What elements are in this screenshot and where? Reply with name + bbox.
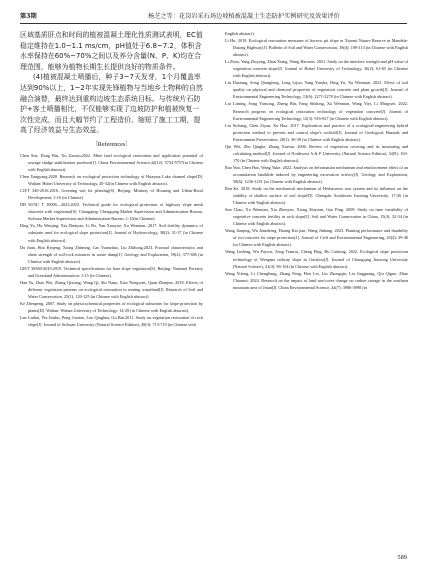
reference-entry: Wang Jianjing, Wu Jianzheng, Huang Kai jian, Wang Jinbang. 2023. Planting performance and durability of eco-concrete for slope protection[J]. Journal of Civil and Environmental Engineering, 45(4): 29-40 (in Chinese with English abstract). xyxy=(225,228,408,248)
reference-entry: Li Hu. 2018. Ecological restoration measures of borrow pit slope in Xiaomi Nature Reserve in Mandela-Datong Highway[J]. Bulletin of Soil and Water Conservation, 38(4): 109-113 (in Chinese with English abstract). xyxy=(225,38,408,58)
references-heading: 〔References〕 xyxy=(91,140,132,148)
reference-entry: Lan Linhui, Yin Jinshu, Peng Guotao, Luo Qinghua, Gu Bin.2011. Study on vegetation restoration of rock slope[J]. Journal of Sichuan University (Natural Science Edition), 48(3): 713-719 (in Chinese with xyxy=(20,315,203,328)
running-title: 杨芝之等：花岗岩采石场边坡植被混凝土生态防护实例研究及效果评价 xyxy=(148,13,340,20)
reference-entry: Wang Linfeng, Wu Faywu, Zeng Tianrui, Cheng Ping, Hu Caidong. 2022. Ecological slope protection technology of Wengma railway slope in Guizhou[J]. Journal of Chongqing Jiaotong University (Natural Science), 41(4): 96-104 (in Chinese with English abstract). xyxy=(225,249,408,269)
reference-entry: Ding Yu, Hu Wenjing, Xia Zhenyao, Li Bo, Yan Xiaoyue, Xu Wennian. 2017. Soil fertility dynamics of substrate used for ecological slope protection[J]. Journal of Hydroecology, 38(2): 31-37 (in Chinese with English abstract). xyxy=(20,223,203,243)
reference-entry: Liu Liming, Song Yansong, Zheng Bin, Fang Shidong, Xu Wennian, Wang Yiyi, Li Mingwei. 2022. Research progress on ecological restoration technology of vegetation concrete[J]. Journal of Environmental Engineering Technology, 12(3): 916-927 (in Chinese with English abstract). xyxy=(225,101,408,121)
reference-entry: Wang Yifeng, Li Chengliang, Zhang Peng, Hou Lei, Liu Zhongqiu, Liu Jingguang, Qiu Qiguo, Zhao Chounui. 2024. Research on the impact of land use/cover change on carbon storage in the southern mountain area of Jinan[J]. China Environmental Science, 44(7): 3986-3998 (in xyxy=(225,270,408,290)
running-header xyxy=(20,11,407,24)
reference-entry: Chen Yangyang.2020. Research on ecological protection technology of Huayma Lake channel slope[D]. Wuhan: Hubei University of Technology, 20-32(in Chinese with English abstract). xyxy=(20,174,203,187)
reference-entry: Chen Sisi, Dong Bin, Xu Zaoxin.2022. Mine land ecological restoration and application potential of sewage sludge stabilization products[J]. China Environmental Science,42(12): 5734-5757(in Chinese with English abstract). xyxy=(20,152,203,173)
body-paragraph: (4)植被混凝土喷播后，种子3~7天发芽，1个月覆盖率达到90%以上，1~2年实现先锋植物与当地乡土物种的自然融合演替，最终达到重构边坡生态系统目标。与传统片石防护+客土喷播相比，不仅能够实现了边坡防护和植被恢复一次性完成，而且大幅节约了工程造价、缩短了施工工期，提高了经济效益与生态效益。 xyxy=(20,73,203,135)
reference-entry: Li Zhuo, Yang Zhiyong, Zhan Xiang, Wang Haowen. 2021. Study on the interface strength and pH value of vegetation concrete slope[J]. Journal of Hubei University of Technology, 36(2): 61-65 (in Chinese with English abstract). xyxy=(225,59,408,79)
page-number: 589 xyxy=(397,554,407,561)
reference-entry: GB/T 38360-2019.2019. Technical specifications for bare slope vegetation[S]. Beijing: National Forestry and Grassland Administration: 1-15 (in Chinese). xyxy=(20,265,203,278)
issue-label: 第3期 xyxy=(20,13,37,20)
reference-entry: Ren Ke. 2018. Study on the mechanical mechanism of Herbaceous root system and its influence on the stability of shallow surface of soil slope[D]. Chengdu: Southwest Jiaotong University: 17-26 (in Chinese with English abstract). xyxy=(225,186,408,206)
reference-entry: Rao Yun, Chen Hao, Wang Yuke. 2022. Analysis on deformation mechanism and reinforcement effect of an accumulation landslide induced by engineering excavation activity[J]. Geology and Exploration, 58(6): 1236-1251 (in Chinese with English abstract). xyxy=(225,164,408,184)
right-column xyxy=(225,30,408,291)
reference-entry: DB 50/5U T 10006—2023.2023. Technical guide for ecological protection of highway slope mesh shotcrete with vegetation[S]. Chongqing: Chongqing Market Supervision and Administration Bureau, Sichuan Market Supervision and Administration Bureau: 1-15(in Chinese). xyxy=(20,202,203,222)
reference-entry: CJJ/T 340-2016.2016. Greening soil for planting[S]. Beijing: Ministry of Housing and Urban-Rural Development; 1-16 (in Chinese). xyxy=(20,188,203,201)
reference-entry: Han Yu, Zhao Wei, Zhang Qixiang, Wang Qi, Shi Nana, Xiao Nengwen, Quan Zhanjun. 2018. Effects of different vegetation patterns on ecological restoration in mining wasteland[J]. Research of Soil and Water Conservation, 25(1): 120-125 (in Chinese with English abstract). xyxy=(20,279,203,299)
left-column xyxy=(20,30,203,328)
reference-entry: Sun Chao, Xu Wennian, Xia Zhenyao, Xiong Shiyuan, Gao Ping. 2009. Study on time variability of vegetative concrete fertility in rock slope[J]. Soil and Water Conservation in China, 15(4): 32-34 (in Chinese with English abstract). xyxy=(225,207,408,227)
body-paragraph: 区域基质肝点和时间的植被混凝土理化性质测试表明，EC值稳定维持在1.0~1.1 ms/cm，pH值处于6.8~7.2，体积含水率保持在60%~70%之间以及养分含量(N、P、K)均在合理范围，能够为植物长期生长提供良好的物质条件。 xyxy=(20,31,203,71)
reference-entry-continued: English abstract). xyxy=(225,31,255,36)
reference-entry: Qin Wei, Zhu Qingke, Zhang Xuexia. 2006. Review of vegetation covering and its measuring and calculating method[J]. Journal of Northwest A & F University (Natural Science Edition), 34(9): 163-170 (in Chinese with English abstract). xyxy=(225,143,408,163)
reference-entry: Du Juan, Hou Keqeng, Xiong Zhiming, Cao Yuanzhao, Liu Zhihong.2023. Fractual characteristics and shear strength of soil-rock mixtures in waste dump[J]. Geology and Exploration, 59(2): 377-386 (in Chinese with English abstract). xyxy=(20,244,203,264)
reference-entry: Liu Sichang, Chen Ziyan, Xu Hua. 2017. Exploration and practice of a ecological-engineering hybrid protection method to prevent and control slope's rockfall[J]. Journal of Geological Hazards and Environment Preservation, 28(1): 30-39 (in Chinese with English abstract). xyxy=(225,122,408,142)
reference-entry: Ke Zhenpeng. 2007. Study on physicochemical properties of ecological substrates for slope protection by plants[D]. Wuhan: Wuhan University of Technology: 14-29 (in Chinese with English abstract). xyxy=(20,300,203,313)
reference-entry: Lin Daxiang, Song Qiangfeng, Long Lijun, Yang Yuesha, Ding Yu, Xu Wennian. 2023. Effect of soil quality on physical and chemical properties of vegetation concrete and plant growth[J]. Journal of Environmental Engineering Technology, 13(6): 2271-2278 (in Chinese with English abstract). xyxy=(225,80,408,100)
